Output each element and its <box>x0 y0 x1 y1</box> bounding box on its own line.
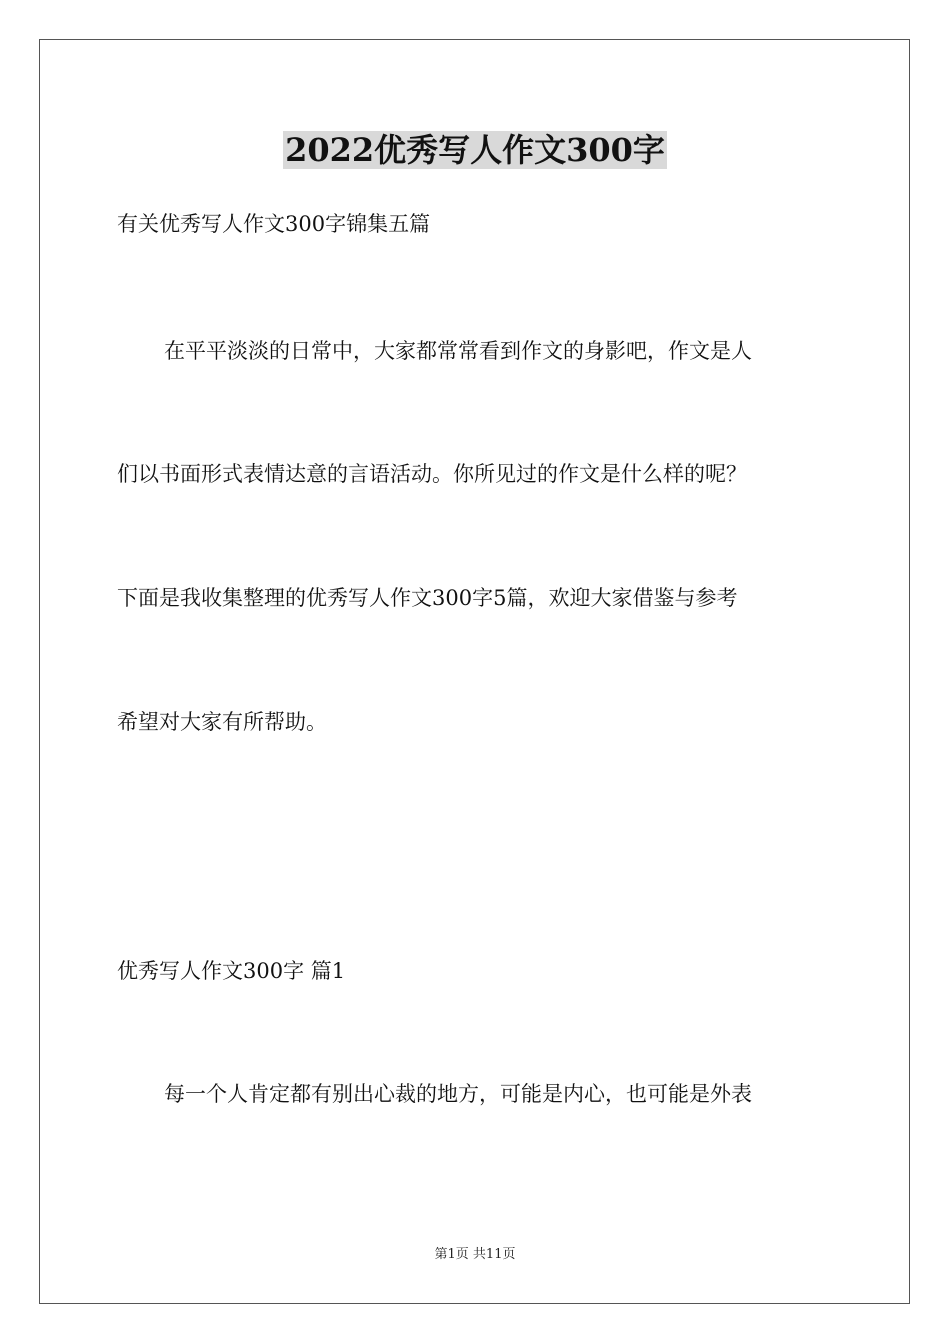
section-heading: 优秀写人作文300字 篇1 <box>117 959 346 983</box>
paragraph-line: 们以书面形式表情达意的言语活动。你所见过的作文是什么样的呢？ <box>117 462 747 486</box>
document-title <box>0 128 950 172</box>
paragraph-line: 在平平淡淡的日常中，大家都常常看到作文的身影吧，作文是人 <box>164 339 752 363</box>
paragraph-line: 下面是我收集整理的优秀写人作文300字5篇，欢迎大家借鉴与参考 <box>117 586 738 610</box>
page-footer: 第1页 共11页 <box>434 1247 516 1262</box>
paragraph-line: 希望对大家有所帮助。 <box>117 710 327 734</box>
document-subtitle: 有关优秀写人作文300字锦集五篇 <box>117 212 431 236</box>
document-title-text: 2022优秀写人作文300字 <box>285 131 665 169</box>
paragraph-line: 每一个人肯定都有别出心裁的地方，可能是内心，也可能是外表 <box>164 1082 752 1106</box>
